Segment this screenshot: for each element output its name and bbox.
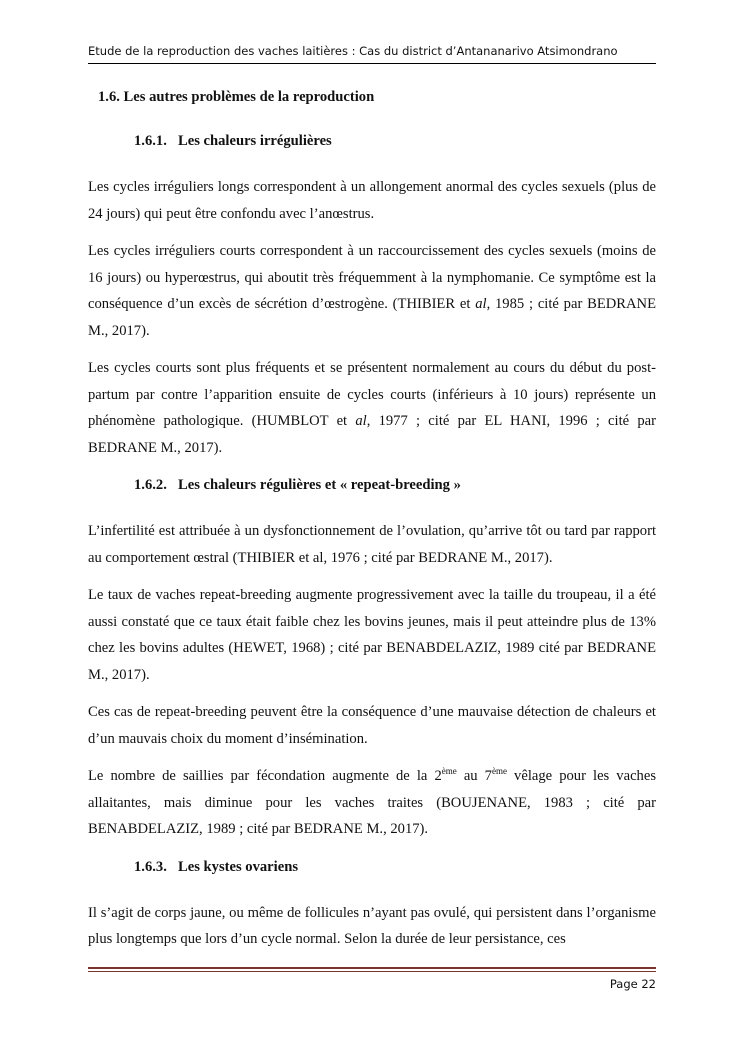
subsection-number: 1.6.1.: [134, 133, 167, 149]
header-rule: [88, 63, 656, 64]
paragraph: Les cycles irréguliers longs correspondent à un allongement anormal des cycles sexuels (plus de 24 jours) qui peut être confondu avec l’anœstrus.: [88, 179, 656, 222]
subsection-title: Les chaleurs irrégulières: [178, 133, 332, 149]
subsection-heading-3: [134, 854, 656, 880]
paragraph: Les cycles irréguliers courts correspondent à un raccourcissement des cycles sexuels (moins de 16 jours) ou hyperœstrus, qui aboutit très fréquemment à la nymphomanie. Ce symptôme est la conséquence d’un excès de sécrétion d’œstrogène. (THIBIER et al, 1985 ; cité par BEDRANE M., 2017).: [88, 243, 657, 339]
paragraph: Le nombre de saillies par fécondation augmente de la 2ème au 7ème vêlage pour les vaches allaitantes, mais diminue pour les vaches traites (BOUJENANE, 1983 ; cité par BENABDELAZIZ, 1989 ; cité par BEDRANE M., 2017).: [88, 766, 657, 837]
footer-rule: [88, 967, 656, 969]
subsection-number: 1.6.3.: [134, 858, 167, 875]
running-header: Etude de la reproduction des vaches laitières : Cas du district d’Antananarivo Atsimondrano: [88, 44, 618, 58]
subsection-title: Les kystes ovariens: [178, 858, 298, 875]
subsection-title: Les chaleurs régulières et « repeat-breeding »: [178, 477, 461, 493]
paragraph: Les cycles courts sont plus fréquents et se présentent normalement au cours du début du post-partum par contre l’apparition ensuite de cycles courts (inférieurs à 10 jours) représente un phénomène pathologique. (HUMBLOT et al, 1977 ; cité par EL HANI, 1996 ; cité par BEDRANE M., 2017).: [88, 360, 656, 456]
superscript: ème: [491, 766, 507, 776]
page-body: [88, 84, 656, 953]
paragraph: Il s’agit de corps jaune, ou même de follicules n’ayant pas ovulé, qui persistent dans l’organisme plus longtemps que lors d’un cycle normal. Selon la durée de leur persistance, ces: [88, 904, 656, 947]
subsection-number: 1.6.2.: [134, 477, 167, 493]
paragraph: Ces cas de repeat-breeding peuvent être la conséquence d’une mauvaise détection de chaleurs et d’un mauvais choix du moment d’insémination.: [88, 704, 656, 747]
superscript: ème: [441, 766, 457, 776]
italic-text: al: [355, 413, 367, 429]
paragraph: L’infertilité est attribuée à un dysfonctionnement de l’ovulation, qu’arrive tôt ou tard par rapport au comportement œstral (THIBIER et al, 1976 ; cité par BEDRANE M., 2017).: [88, 523, 656, 566]
section-heading: 1.6. Les autres problèmes de la reproduction: [98, 89, 375, 105]
italic-text: al: [475, 296, 487, 312]
page-number: Page 22: [609, 977, 656, 991]
subsection-heading-1: [134, 128, 656, 154]
paragraph: Le taux de vaches repeat-breeding augmente progressivement avec la taille du troupeau, il a été aussi constaté que ce taux était faible chez les bovins jeunes, mais il peut atteindre plus de 13% chez les bovins adultes (HEWET, 1968) ; cité par BENABDELAZIZ, 1989 cité par BEDRANE M., 2017).: [88, 587, 656, 683]
footer-rule-thin: [88, 971, 656, 972]
subsection-heading-2: [134, 472, 656, 498]
